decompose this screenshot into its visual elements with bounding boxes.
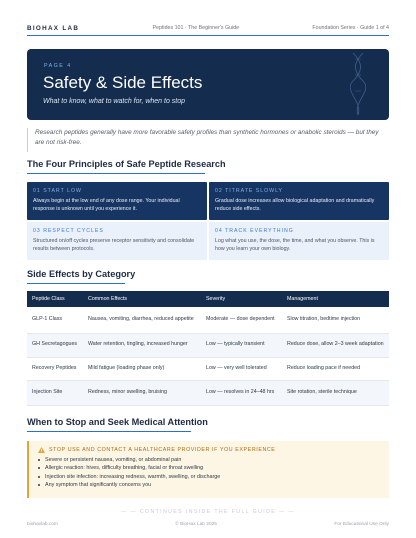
brand-name: BIOHAX LAB bbox=[27, 24, 80, 32]
effects-cell: Mild fatigue (loading phase only) bbox=[83, 357, 201, 380]
principle-card-titrate-slowly bbox=[209, 182, 389, 220]
principles-grid bbox=[27, 182, 389, 260]
principle-title: 04 TRACK EVERYTHING bbox=[215, 228, 294, 234]
header-rule bbox=[27, 35, 389, 36]
principle-card-track-everything bbox=[209, 222, 389, 260]
page-subtitle: What to know, what to watch for, when to stop bbox=[43, 98, 186, 105]
list-item: Any symptom that significantly concerns you bbox=[38, 481, 380, 489]
list-item: Injection site infection: increasing redness, warmth, swelling, or discharge bbox=[38, 473, 380, 481]
principle-card-start-low bbox=[27, 182, 207, 220]
severity-cell: Moderate — dose dependent bbox=[201, 307, 282, 333]
footer-website: biohaxlab.com bbox=[27, 521, 58, 527]
column-header: Severity bbox=[201, 291, 282, 307]
principle-body: Structured on/off cycles preserve receptor sensitivity and consolidate results between protocols. bbox=[33, 238, 195, 252]
column-header: Management bbox=[282, 291, 389, 307]
alert-header bbox=[38, 447, 380, 453]
helix-icon bbox=[350, 51, 366, 117]
principle-body: Log what you use, the dose, the time, and what you observe. This is how you learn your own biology. bbox=[215, 238, 375, 252]
table-row bbox=[27, 333, 389, 357]
table-row bbox=[27, 357, 389, 380]
symptom-list bbox=[38, 456, 380, 489]
principle-body: Always begin at the low end of any dose range. Your individual response is unknown until you experience it. bbox=[33, 198, 180, 212]
principle-card-respect-cycles bbox=[27, 222, 207, 260]
guide-title: Peptides 101 · The Beginner's Guide bbox=[152, 25, 240, 31]
principle-title: 02 TITRATE SLOWLY bbox=[215, 188, 284, 194]
side-effects-table bbox=[27, 291, 389, 406]
peptide-class-cell: GLP-1 Class bbox=[27, 307, 83, 333]
table-row bbox=[27, 307, 389, 333]
page-header bbox=[27, 20, 389, 36]
effects-cell: Redness, minor swelling, bruising bbox=[83, 380, 201, 405]
page-title: Safety & Side Effects bbox=[43, 73, 203, 92]
effects-cell: Water retention, tingling, increased hunger bbox=[83, 333, 201, 357]
medical-heading: When to Stop and Seek Medical Attention bbox=[27, 417, 208, 427]
list-item: Severe or persistent nausea, vomiting, or abdominal pain bbox=[38, 456, 380, 464]
table-row bbox=[27, 380, 389, 405]
continues-banner: — — CONTINUES INSIDE THE FULL GUIDE — — bbox=[121, 509, 295, 515]
column-header: Common Effects bbox=[83, 291, 201, 307]
peptide-class-cell: Recovery Peptides bbox=[27, 357, 83, 380]
management-cell: Site rotation, sterile technique bbox=[282, 380, 389, 405]
series-label: Foundation Series · Guide 1 of 4 bbox=[312, 25, 389, 31]
page-footer bbox=[27, 518, 389, 530]
footer-copyright: © BioHax Lab 2025 bbox=[175, 521, 217, 527]
principles-rule bbox=[27, 173, 205, 174]
medical-rule bbox=[27, 431, 191, 432]
alert-title: STOP USE AND CONTACT A HEALTHCARE PROVIDER IF YOU EXPERIENCE bbox=[49, 447, 276, 453]
management-cell: Reduce dose, allow 2–3 week adaptation bbox=[282, 333, 389, 357]
column-header: Peptide Class bbox=[27, 291, 83, 307]
management-cell: Slow titration, bedtime injection bbox=[282, 307, 389, 333]
management-cell: Reduce loading pace if needed bbox=[282, 357, 389, 380]
severity-cell: Low — resolves in 24–48 hrs bbox=[201, 380, 282, 405]
principle-title: 03 RESPECT CYCLES bbox=[33, 228, 104, 234]
table-header-row bbox=[27, 291, 389, 307]
principle-body: Gradual dose increases allow biological adaptation and dramatically reduce side effects. bbox=[215, 198, 375, 212]
warning-icon bbox=[38, 447, 45, 453]
footer-disclaimer: For Educational Use Only bbox=[334, 521, 389, 527]
effects-cell: Nausea, vomiting, diarrhea, reduced appetite bbox=[83, 307, 201, 333]
hero-banner bbox=[27, 49, 389, 120]
side-effects-rule bbox=[27, 283, 125, 284]
principles-heading: The Four Principles of Safe Peptide Research bbox=[27, 159, 226, 169]
peptide-class-cell: Injection Site bbox=[27, 380, 83, 405]
severity-cell: Low — typically transient bbox=[201, 333, 282, 357]
peptide-class-cell: GH Secretagogues bbox=[27, 333, 83, 357]
list-item: Allergic reaction: hives, difficulty breathing, facial or throat swelling bbox=[38, 464, 380, 472]
medical-alert-box bbox=[27, 441, 389, 498]
severity-cell: Low — very well tolerated bbox=[201, 357, 282, 380]
side-effects-heading: Side Effects by Category bbox=[27, 269, 136, 279]
principle-title: 01 START LOW bbox=[33, 188, 82, 194]
page-number: PAGE 4 bbox=[44, 63, 72, 69]
intro-quote: Research peptides generally have more favorable safety profiles than synthetic hormones or anabolic steroids — but they are not risk-free. bbox=[27, 128, 389, 152]
